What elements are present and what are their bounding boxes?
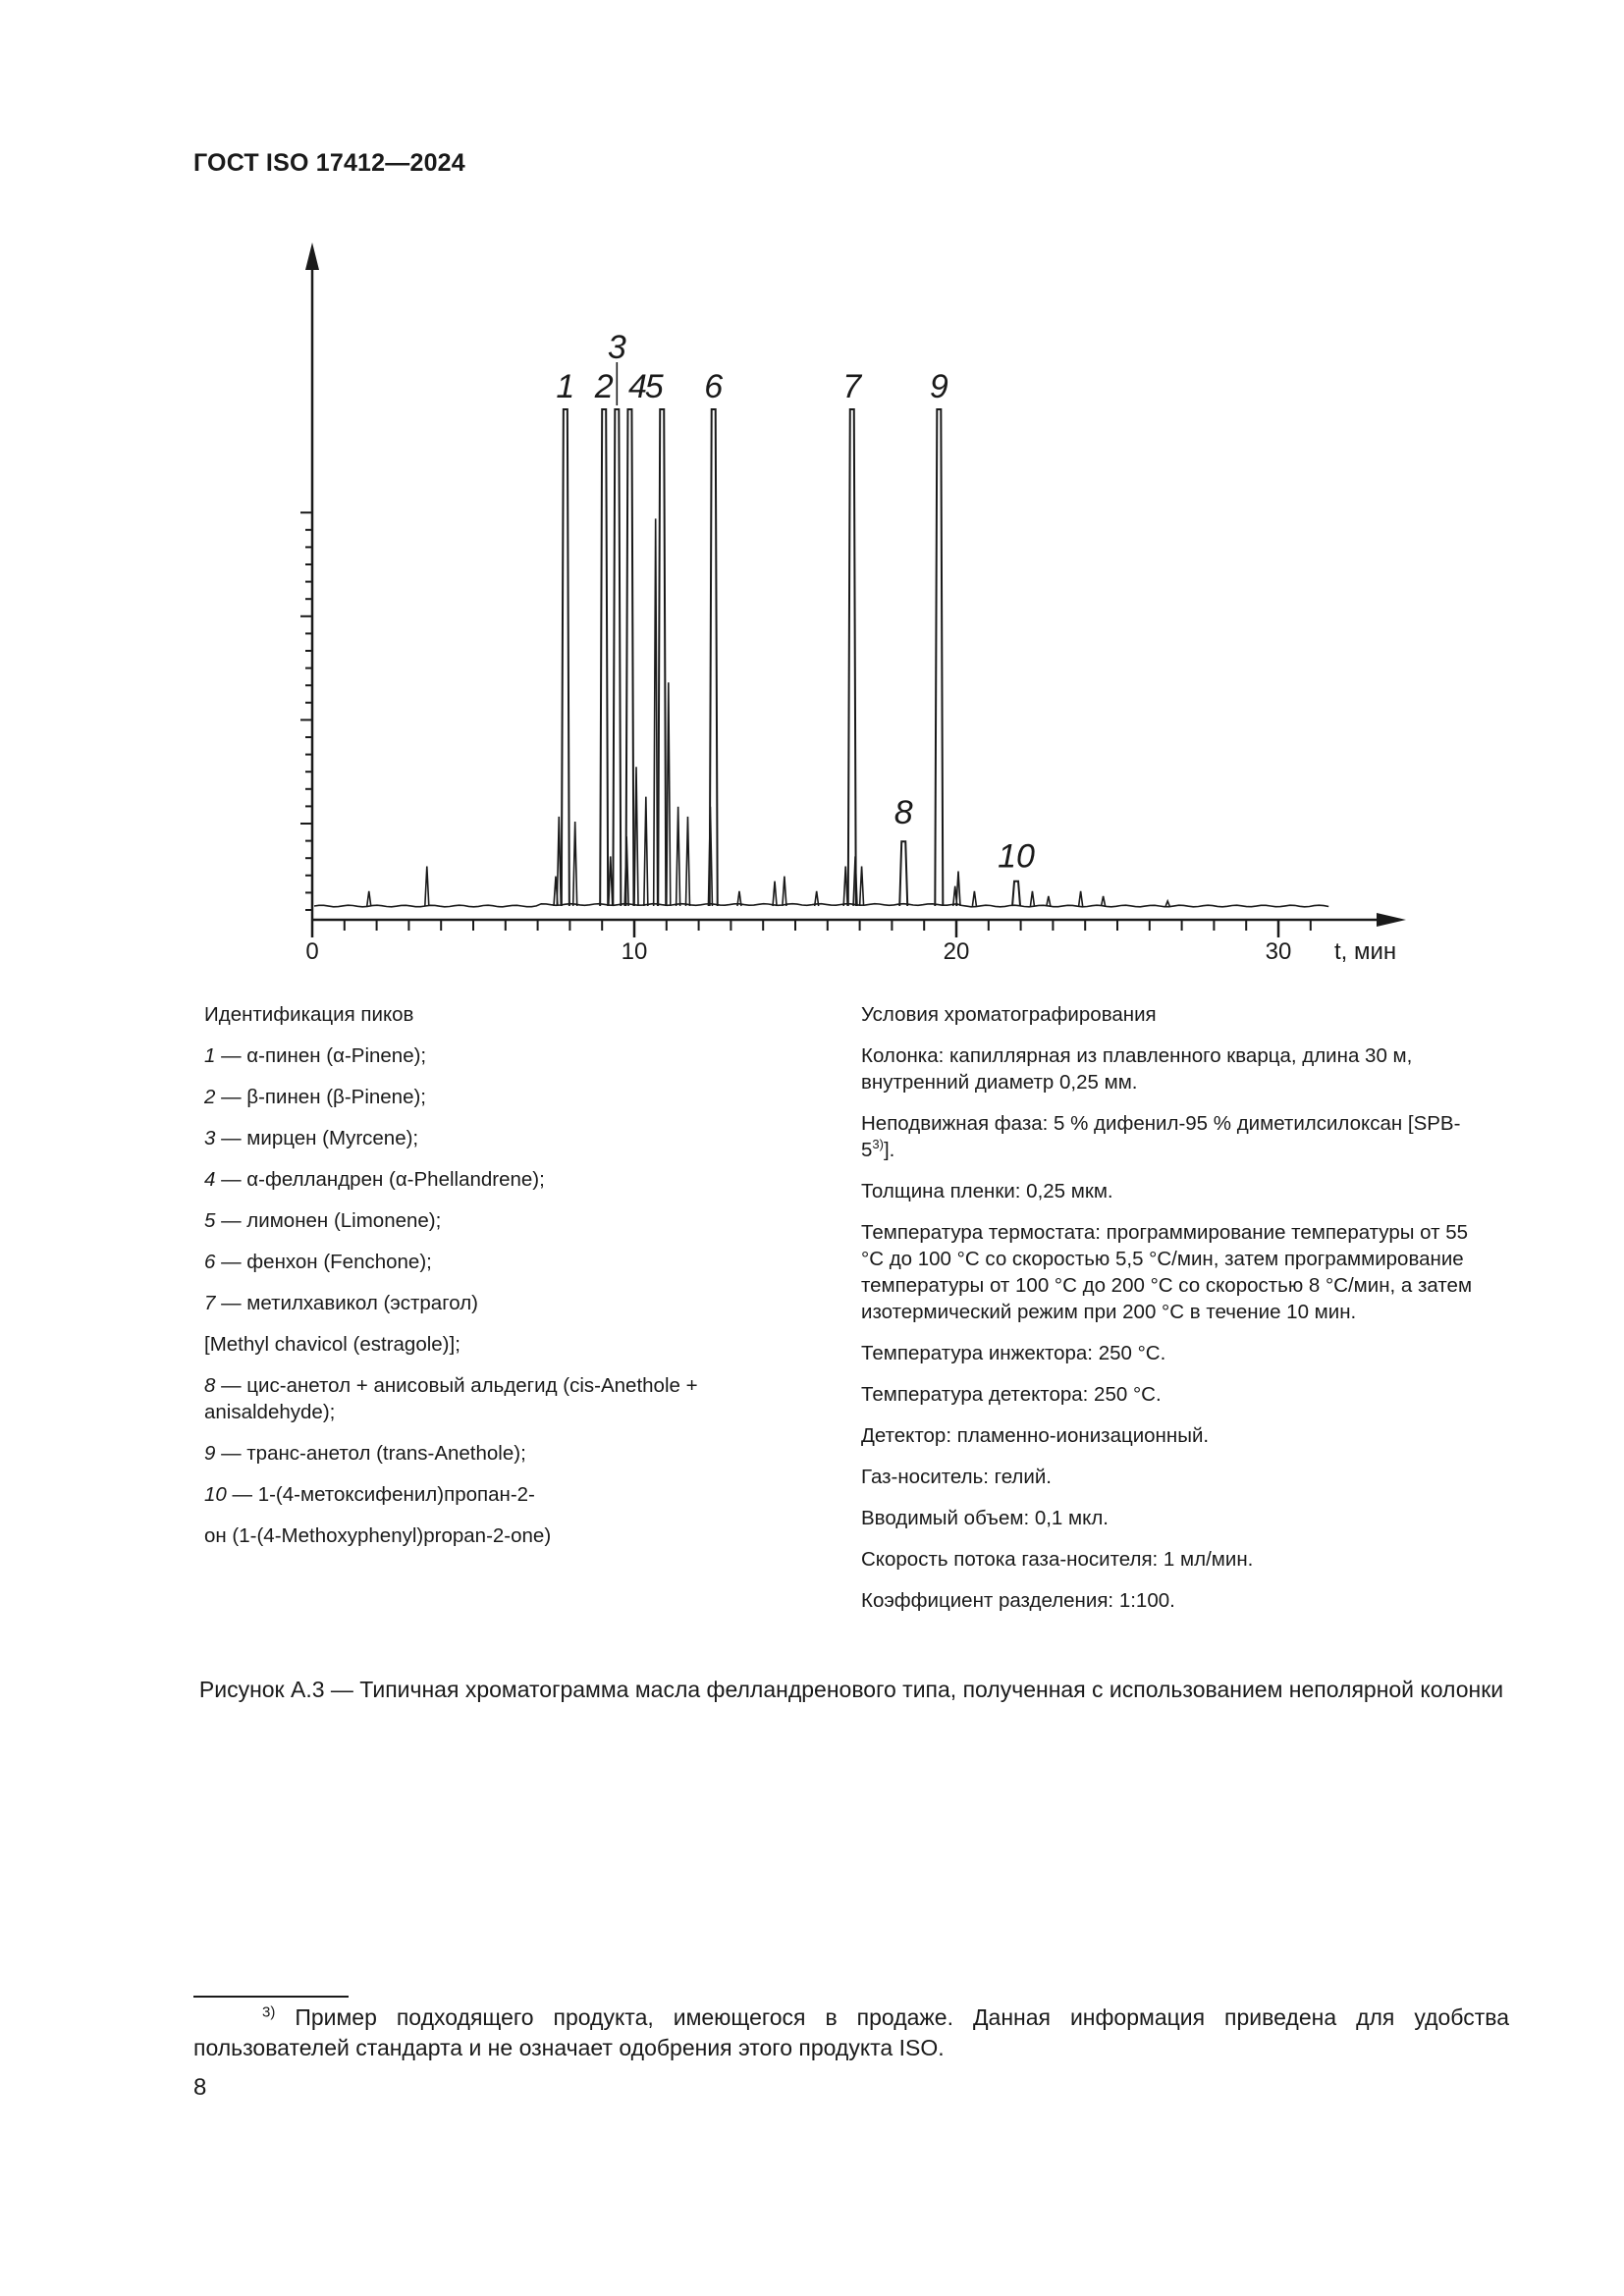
phase-text: Неподвижная фаза: 5 % дифенил-95 % диметилсилоксан [SPB-5 xyxy=(861,1112,1461,1161)
minor-peak xyxy=(367,891,371,906)
minor-peak xyxy=(1047,896,1051,906)
peak-item xyxy=(204,1166,754,1193)
peak-description: — цис-анетол + анисовый альдегид (cis-Anethole + anisaldehyde); xyxy=(204,1374,698,1423)
peak-5 xyxy=(658,409,666,906)
minor-peak xyxy=(1165,901,1169,906)
peak-description: — лимонен (Limonene); xyxy=(215,1209,442,1232)
peak-number: 2 xyxy=(204,1086,216,1108)
peak-label-1: 1 xyxy=(556,368,575,405)
peak-9 xyxy=(935,409,943,906)
peak-description: — 1-(4-метоксифенил)пропан-2- xyxy=(226,1483,535,1506)
footnote-divider xyxy=(193,1996,349,1998)
minor-peak xyxy=(677,807,680,906)
peak-item xyxy=(204,1331,754,1358)
peak-7 xyxy=(848,409,856,906)
footnote-ref: 3) xyxy=(872,1137,884,1152)
baseline xyxy=(314,904,1328,907)
minor-peak xyxy=(783,877,786,906)
minor-peak xyxy=(644,797,648,906)
peak-number: 1 xyxy=(204,1044,216,1067)
footnote xyxy=(193,2002,1509,2063)
footnote-mark: 3) xyxy=(262,2003,276,2021)
x-tick-label: 0 xyxy=(305,938,319,965)
peak-number: 9 xyxy=(204,1442,216,1465)
condition-oven: Температура термостата: программирование температуры от 55 °C до 100 °C со скоростью 5,5 °C/мин, затем программирование температуры от 100 °C до 200 °C со скоростью 8 °C/мин, а затем изотермический режим при 200 °C в течение 10 мин. xyxy=(861,1221,1473,1323)
peak-label-2: 2 xyxy=(594,368,614,405)
minor-peak xyxy=(557,817,561,906)
peak-4 xyxy=(625,409,633,906)
condition-detector: Детектор: пламенно-ионизационный. xyxy=(861,1424,1210,1447)
y-axis-arrow xyxy=(305,242,319,270)
peak-number: 8 xyxy=(204,1374,216,1397)
peak-3 xyxy=(613,409,621,906)
minor-peak xyxy=(425,867,429,906)
peak-item xyxy=(204,1249,754,1275)
chromatography-conditions xyxy=(861,1001,1489,1629)
peak-description: — α-пинен (α-Pinene); xyxy=(215,1044,427,1067)
x-tick-label: 20 xyxy=(943,938,970,965)
peak-identification-title: Идентификация пиков xyxy=(204,1003,414,1026)
chart-axes xyxy=(300,242,1406,965)
peak-label-6: 6 xyxy=(704,368,724,405)
x-tick-label: 30 xyxy=(1265,938,1292,965)
phase-end: ]. xyxy=(883,1139,895,1161)
peak-identification-list xyxy=(204,1042,754,1549)
peak-number: 5 xyxy=(204,1209,216,1232)
peak-item xyxy=(204,1042,754,1069)
peak-number: 4 xyxy=(204,1168,216,1191)
x-axis-label: t, мин xyxy=(1334,938,1397,965)
peak-description: — транс-анетол (trans-Anethole); xyxy=(215,1442,526,1465)
condition-detector-temp: Температура детектора: 250 °C. xyxy=(861,1383,1162,1406)
peak-description: он (1-(4-Methoxyphenyl)propan-2-one) xyxy=(204,1524,552,1547)
condition-split: Коэффициент разделения: 1:100. xyxy=(861,1589,1175,1612)
x-tick-label: 10 xyxy=(621,938,648,965)
minor-peak xyxy=(609,856,613,906)
figure-caption: Рисунок А.3 — Типичная хроматограмма масла фелландренового типа, полученная с использованием неполярной колонки xyxy=(198,1677,1504,1702)
peak-label-9: 9 xyxy=(929,368,948,405)
x-axis-arrow xyxy=(1377,913,1406,927)
peak-8 xyxy=(899,841,907,906)
peak-description: [Methyl chavicol (estragole)]; xyxy=(204,1333,460,1356)
peak-item xyxy=(204,1440,754,1467)
peak-identification xyxy=(204,1001,754,1564)
peak-item xyxy=(204,1481,754,1508)
chromatogram xyxy=(285,236,1434,982)
condition-film: Толщина пленки: 0,25 мкм. xyxy=(861,1180,1113,1202)
peak-number: 7 xyxy=(204,1292,216,1314)
minor-peak xyxy=(1079,891,1083,906)
peak-label-5: 5 xyxy=(644,368,664,405)
minor-peak xyxy=(654,518,658,906)
minor-peak xyxy=(667,682,671,906)
peak-item xyxy=(204,1084,754,1110)
peak-description: — мирцен (Myrcene); xyxy=(215,1127,419,1149)
peak-2 xyxy=(600,409,608,906)
peak-item xyxy=(204,1125,754,1151)
peak-label-7: 7 xyxy=(842,368,862,405)
peak-item xyxy=(204,1522,754,1549)
peak-description: — фенхон (Fenchone); xyxy=(215,1251,432,1273)
minor-peak xyxy=(773,881,777,906)
minor-peak xyxy=(860,867,864,906)
minor-peak xyxy=(1030,891,1034,906)
minor-peak xyxy=(634,767,638,906)
minor-peak xyxy=(1102,896,1106,906)
peak-label-10: 10 xyxy=(998,837,1035,876)
peak-description: — метилхавикол (эстрагол) xyxy=(215,1292,478,1314)
footnote-text: Пример подходящего продукта, имеющегося в продаже. Данная информация приведена для удобства пользователей стандарта и не означает одобрения этого продукта ISO. xyxy=(193,2004,1509,2060)
peak-10 xyxy=(1012,881,1020,906)
peak-item xyxy=(204,1207,754,1234)
chromatogram-trace xyxy=(314,409,1328,907)
peak-description: — α-фелландрен (α-Phellandrene); xyxy=(215,1168,545,1191)
document-header: ГОСТ ISO 17412—2024 xyxy=(193,149,465,177)
condition-column: Колонка: капиллярная из плавленного кварца, длина 30 м, внутренний диаметр 0,25 мм. xyxy=(861,1044,1413,1094)
peak-1 xyxy=(562,409,569,906)
minor-peak xyxy=(685,817,689,906)
peak-number: 3 xyxy=(204,1127,216,1149)
peak-item xyxy=(204,1290,754,1316)
condition-volume: Вводимый объем: 0,1 мкл. xyxy=(861,1507,1109,1529)
peak-label-3: 3 xyxy=(607,329,626,366)
condition-flow: Скорость потока газа-носителя: 1 мл/мин. xyxy=(861,1548,1254,1571)
peak-item xyxy=(204,1372,754,1425)
minor-peak xyxy=(972,891,976,906)
peak-6 xyxy=(710,409,718,906)
peak-number: 10 xyxy=(204,1483,227,1506)
minor-peak xyxy=(956,872,960,906)
condition-phase xyxy=(861,1110,1489,1163)
condition-injector: Температура инжектора: 250 °C. xyxy=(861,1342,1166,1364)
minor-peak xyxy=(843,867,847,906)
peak-label-4: 4 xyxy=(627,368,647,405)
peak-description: — β-пинен (β-Pinene); xyxy=(215,1086,427,1108)
minor-peak xyxy=(573,822,577,906)
condition-carrier: Газ-носитель: гелий. xyxy=(861,1466,1052,1488)
page-number: 8 xyxy=(193,2074,207,2101)
peak-number: 6 xyxy=(204,1251,216,1273)
peak-label-8: 8 xyxy=(893,794,913,832)
conditions-title: Условия хроматографирования xyxy=(861,1003,1157,1026)
